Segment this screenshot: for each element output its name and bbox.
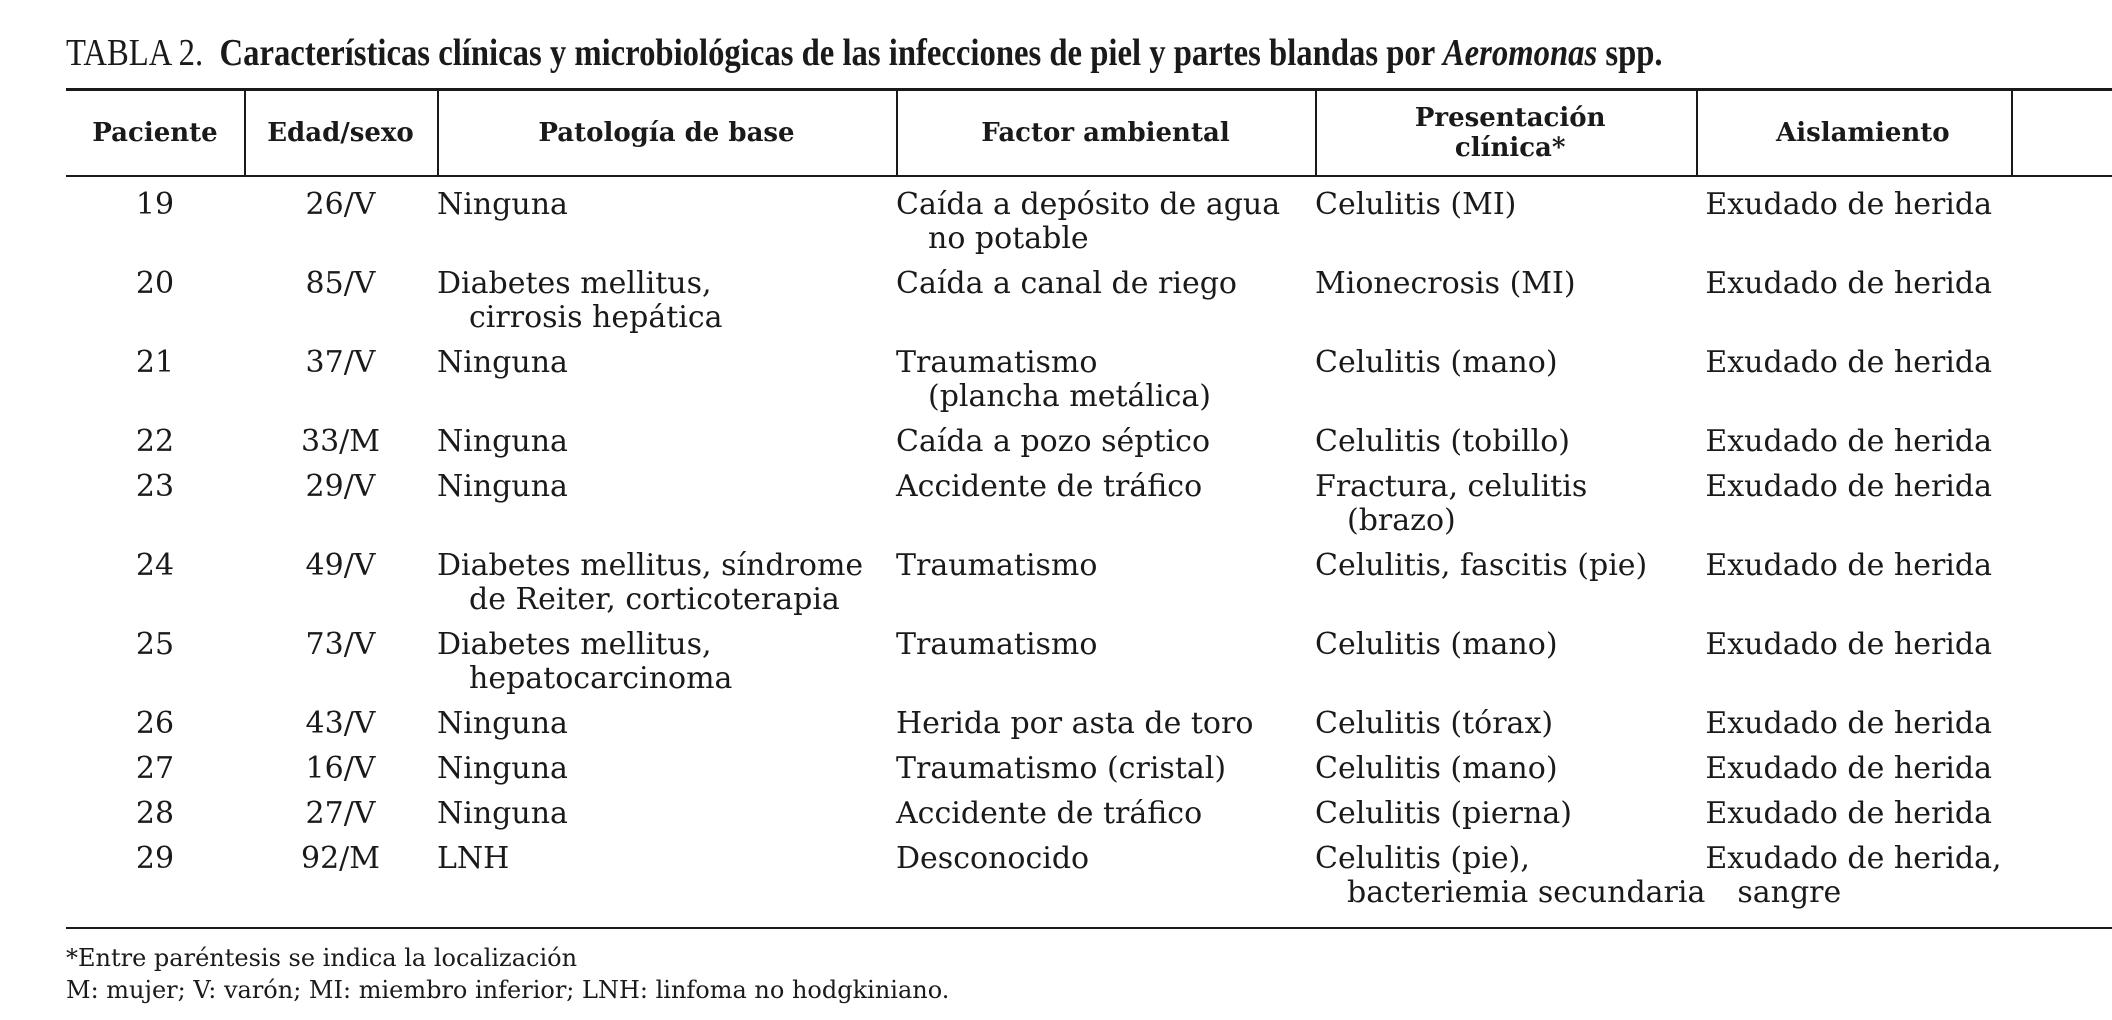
table-label: TABLA 2. [66, 32, 204, 74]
cell-condition: Ninguna [437, 424, 568, 459]
cell-condition: Ninguna [437, 751, 568, 786]
cell-factor: Traumatismo [896, 548, 1098, 583]
header-row [66, 90, 2020, 176]
cell-isolation: Exudado de herida [1705, 706, 1992, 741]
cell-patient: 28 [135, 796, 175, 831]
header-presentation: Presentación clínica* [1414, 103, 1606, 163]
cell-isolation: Exudado de herida [1705, 469, 1992, 504]
cell-condition: Diabetes mellitus, cirrosis hepática [437, 266, 723, 335]
table-title-genus: Aeromonas [1442, 32, 1598, 74]
header-isolation: Aislamiento [1776, 118, 1950, 148]
table-row [66, 707, 2020, 752]
cell-presentation: Celulitis (mano) [1315, 345, 1558, 380]
cell-presentation: Celulitis (pierna) [1315, 796, 1572, 831]
header-patient: Paciente [92, 118, 218, 148]
cell-patient: 26 [135, 706, 175, 741]
cell-age-sex: 49/V [305, 548, 376, 583]
cell-factor: Caída a canal de riego [896, 266, 1237, 301]
cell-presentation: Celulitis (mano) [1315, 751, 1558, 786]
cell-condition: Ninguna [437, 187, 568, 222]
cell-age-sex: 33/M [301, 424, 380, 459]
table-row [66, 425, 2020, 470]
cell-presentation: Celulitis (MI) [1315, 187, 1517, 222]
cell-factor: Traumatismo (plancha metálica) [896, 345, 1211, 414]
cell-factor: Traumatismo [896, 627, 1098, 662]
cell-condition: Ninguna [437, 796, 568, 831]
cell-presentation: Celulitis, fascitis (pie) [1315, 548, 1648, 583]
cell-presentation: Mionecrosis (MI) [1315, 266, 1576, 301]
cell-condition: Ninguna [437, 345, 568, 380]
cell-factor: Accidente de tráfico [896, 796, 1203, 831]
cell-isolation: Exudado de herida [1705, 548, 1992, 583]
cell-patient: 23 [135, 469, 175, 504]
cell-factor: Desconocido [896, 841, 1090, 876]
footnote-abbreviations: M: mujer; V: varón; MI: miembro inferior; LNH: linfoma no hodgkiniano. [66, 976, 950, 1004]
cell-isolation: Exudado de herida [1705, 424, 1992, 459]
cell-patient: 21 [135, 345, 175, 380]
clinical-table [66, 90, 2020, 921]
cell-patient: 24 [135, 548, 175, 583]
cell-presentation: Celulitis (tobillo) [1315, 424, 1570, 459]
cell-age-sex: 73/V [305, 627, 376, 662]
table-title [220, 32, 1663, 74]
cell-condition: LNH [437, 841, 510, 876]
cell-age-sex: 43/V [305, 706, 376, 741]
cell-presentation: Celulitis (tórax) [1315, 706, 1554, 741]
cell-condition: Diabetes mellitus, hepatocarcinoma [437, 627, 733, 696]
cell-age-sex: 27/V [305, 796, 376, 831]
cell-isolation: Exudado de herida [1705, 796, 1992, 831]
cell-age-sex: 92/M [301, 841, 380, 876]
table-caption [66, 30, 1663, 76]
table-row [66, 628, 2020, 707]
cell-presentation: Fractura, celulitis (brazo) [1315, 469, 1588, 538]
cell-factor: Caída a pozo séptico [896, 424, 1211, 459]
cell-isolation: Exudado de herida, sangre [1705, 841, 2002, 910]
cell-isolation: Exudado de herida [1705, 345, 1992, 380]
table-row [66, 842, 2020, 921]
cell-isolation: Exudado de herida [1705, 266, 1992, 301]
table-row [66, 267, 2020, 346]
table-title-end: spp. [1597, 32, 1663, 74]
cell-patient: 22 [135, 424, 175, 459]
cell-age-sex: 26/V [305, 187, 376, 222]
cell-presentation: Celulitis (mano) [1315, 627, 1558, 662]
header-age-sex: Edad/sexo [267, 118, 414, 148]
cell-age-sex: 85/V [305, 266, 376, 301]
cell-factor: Herida por asta de toro [896, 706, 1254, 741]
cell-patient: 20 [135, 266, 175, 301]
cell-condition: Diabetes mellitus, síndrome de Reiter, corticoterapia [437, 548, 864, 617]
cell-patient: 19 [135, 187, 175, 222]
cell-factor: Traumatismo (cristal) [896, 751, 1227, 786]
cell-condition: Ninguna [437, 469, 568, 504]
cell-patient: 27 [135, 751, 175, 786]
cell-isolation: Exudado de herida [1705, 187, 1992, 222]
cell-patient: 25 [135, 627, 175, 662]
header-condition: Patología de base [538, 118, 795, 148]
table-bottom-rule [66, 927, 2112, 929]
table-title-main: Características clínicas y microbiológicas de las infecciones de piel y partes blandas por [219, 32, 1443, 74]
cell-isolation: Exudado de herida [1705, 751, 1992, 786]
footnote-location: *Entre paréntesis se indica la localización [66, 944, 578, 972]
table-row [66, 752, 2020, 797]
table-row [66, 797, 2020, 842]
table-row [66, 549, 2020, 628]
table-row [66, 470, 2020, 549]
cell-presentation: Celulitis (pie), bacteriemia secundaria [1315, 841, 1706, 910]
table-footnotes [66, 942, 949, 1006]
header-factor: Factor ambiental [981, 118, 1230, 148]
cell-age-sex: 29/V [305, 469, 376, 504]
table-row [66, 176, 2020, 267]
table-row [66, 346, 2020, 425]
cell-factor: Caída a depósito de agua no potable [896, 187, 1281, 256]
cell-age-sex: 37/V [305, 345, 376, 380]
cell-age-sex: 16/V [305, 751, 376, 786]
cell-isolation: Exudado de herida [1705, 627, 1992, 662]
cell-factor: Accidente de tráfico [896, 469, 1203, 504]
cell-patient: 29 [135, 841, 175, 876]
cell-condition: Ninguna [437, 706, 568, 741]
